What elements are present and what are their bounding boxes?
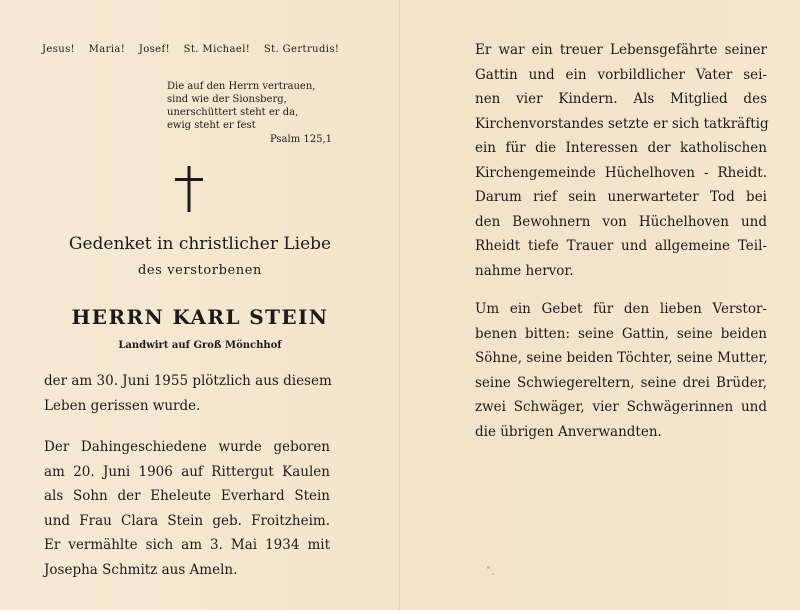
text-line: Er war ein treuer Lebensgefährte seiner [475,42,767,58]
text-line: nen vier Kindern. Als Mitglied des [475,91,767,107]
psalm-line: Die auf den Herrn vertrauen, [167,81,316,92]
psalm-reference: Psalm 125,1 [269,134,332,145]
text-line: Kirchenvorstandes setzte er sich tatkräftig [475,115,769,132]
text-line: und Frau Clara Stein geb. Froitzheim. [44,512,330,529]
text-line: die übrigen Anverwandten. [475,423,662,440]
text-line: Leben gerissen wurde. [44,397,201,414]
text-line: Kirchengemeinde Hüchelhoven - Rheidt. [475,164,767,181]
saint-maria: Maria! [88,44,126,55]
text-line: Gattin und ein vorbildlicher Vater sei- [475,66,767,83]
latin-cross-icon [175,166,203,212]
deceased-name: HERRN KARL STEIN [71,305,329,329]
memorial-subheading: des verstorbenen [137,263,263,278]
death-paragraph [44,369,330,418]
text-line: Der Dahingeschiedene wurde geboren [44,439,330,455]
text-line: Um ein Gebet für den lieben Verstor- [475,301,767,317]
text-line: nahme hervor. [475,262,574,279]
text-line: Rheidt tiefe Trauer und allgemeine Teil- [475,238,767,254]
text-line: Söhne, seine beiden Töchter, seine Mutter, [475,350,768,366]
psalm-line: unerschüttert steht er da, [167,107,299,118]
text-line: als Sohn der Eheleute Everhard Stein [44,488,330,504]
memorial-heading: Gedenket in christlicher Liebe [68,234,332,254]
text-line: benen bitten: seine Gattin, seine beiden [475,325,767,342]
text-line: Josepha Schmitz aus Ameln. [44,561,238,578]
paper-speck [487,566,490,569]
biography-paragraph [44,435,330,582]
psalm-line: sind wie der Sionsberg, [167,94,287,105]
saint-michael: St. Michael! [183,44,251,55]
psalm-quote [167,80,332,146]
text-line: zwei Schwäger, vier Schwägerinnen und [475,399,767,415]
text-line: am 20. Juni 1906 auf Rittergut Kaulen [44,463,330,480]
paper-speck [492,573,494,575]
psalm-line: ewig steht er fest [167,120,256,131]
deceased-occupation: Landwirt auf Groß Mönchhof [118,340,282,351]
text-line: der am 30. Juni 1955 plötzlich aus diesem [44,373,332,389]
saint-josef: Josef! [138,44,171,55]
saints-invocation [42,44,349,55]
text-line: Darum rief sein unerwarteter Tod bei [475,189,767,205]
text-line: Er vermählte sich am 3. Mai 1934 mit [44,537,330,553]
saint-gertrudis: St. Gertrudis! [263,44,340,55]
tribute-paragraph [475,38,767,283]
saint-jesus: Jesus! [42,44,76,55]
text-line: den Bewohnern von Hüchelhoven und [475,213,767,230]
mourners-paragraph [475,297,767,444]
text-line: ein für die Interessen der katholischen [475,140,767,156]
text-line: seine Schwiegereltern, seine drei Brüder, [475,374,767,391]
